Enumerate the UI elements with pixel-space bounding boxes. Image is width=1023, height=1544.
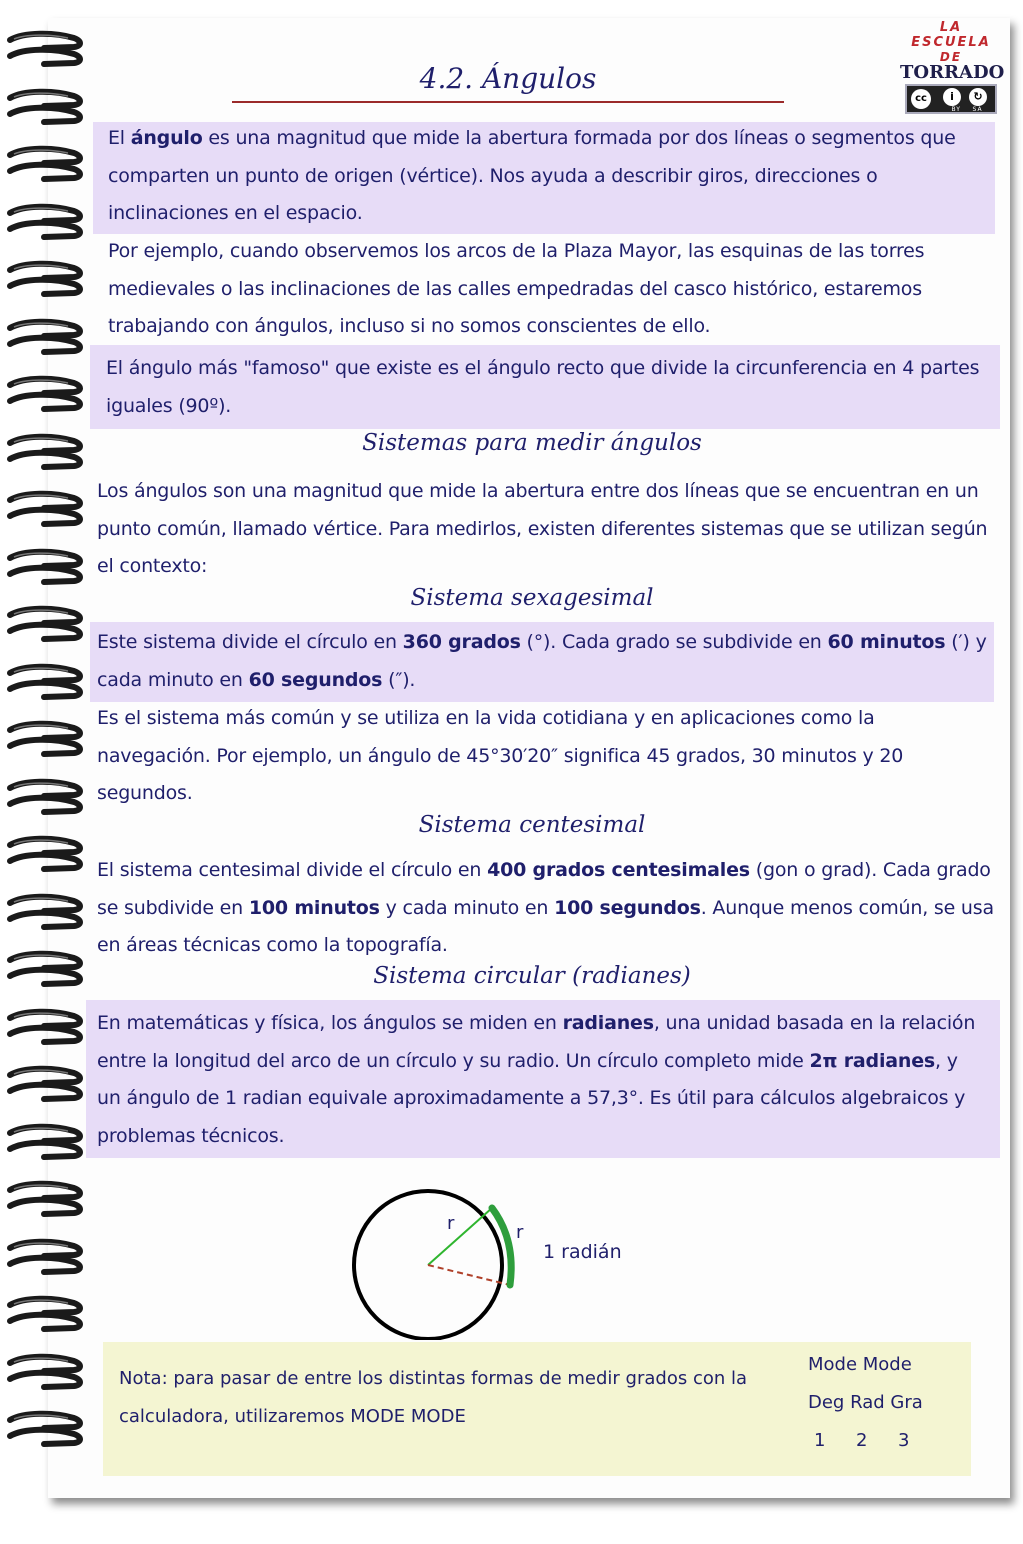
spiral-ring	[4, 203, 84, 241]
spiral-ring	[4, 605, 84, 643]
spiral-ring	[4, 1123, 84, 1161]
spiral-ring	[4, 548, 84, 586]
spiral-ring	[4, 490, 84, 528]
note-text: Nota: para pasar de entre los distintas formas de medir grados con la calculadora, utilizaremos MODE MODE	[119, 1368, 748, 1427]
circular-paragraph: En matemáticas y física, los ángulos se miden en radianes, una unidad basada en la relación entre la longitud del arco de un círculo y su radio. Un círculo completo mide 2π radianes, y un ángulo de 1 radian equivale aproximadamente a 57,3°. Es útil para cálculos algebraicos y problemas técnicos.	[97, 1012, 976, 1147]
logo-line-1: LA ESCUELA	[911, 20, 991, 50]
sexagesimal-paragraph-2: Es el sistema más común y se utiliza en la vida cotidiana y en aplicaciones como la navegación. Por ejemplo, un ángulo de 45°30′20″ significa 45 grados, 30 minutos y 20 segundos.	[97, 707, 904, 804]
spiral-ring	[4, 1353, 84, 1391]
intro-paragraph-1: El ángulo es una magnitud que mide la abertura formada por dos líneas o segmentos que comparten un punto de origen (vértice). Nos ayuda a describir giros, direcciones o inclinaciones en el espacio.	[108, 127, 956, 224]
spiral-ring	[4, 778, 84, 816]
notebook-spiral	[0, 30, 88, 1490]
calculator-mode-table	[808, 1346, 958, 1460]
dashed-radius-line	[428, 1265, 510, 1285]
spiral-ring	[4, 1180, 84, 1218]
mode-title: Mode Mode	[808, 1354, 912, 1375]
mode-labels: Deg Rad Gra	[808, 1392, 923, 1413]
spiral-ring	[4, 1410, 84, 1448]
radius-line	[428, 1208, 492, 1265]
spiral-ring	[4, 1238, 84, 1276]
spiral-ring	[4, 433, 84, 471]
spiral-ring	[4, 30, 84, 68]
page-title: 4.2. Ángulos	[419, 62, 597, 95]
school-logo	[900, 20, 1005, 116]
spiral-ring	[4, 375, 84, 413]
spiral-ring	[4, 260, 84, 298]
section-title-centesimal: Sistema centesimal	[418, 812, 646, 838]
radian-diagram	[340, 1180, 660, 1340]
spiral-ring	[4, 663, 84, 701]
title-underline	[232, 101, 784, 103]
share-alike-icon: ↻	[969, 88, 987, 106]
creative-commons-badge	[905, 84, 997, 114]
radius-label: r	[447, 1213, 455, 1234]
spiral-ring	[4, 1008, 84, 1046]
centesimal-paragraph: El sistema centesimal divide el círculo en 400 grados centesimales (gon o grad). Cada grado se subdivide en 100 minutos y cada minuto en 100 segundos. Aunque menos común, se usa en áreas técnicas como la topografía.	[97, 859, 994, 956]
spiral-ring	[4, 835, 84, 873]
section-title-circular: Sistema circular (radianes)	[373, 963, 691, 989]
spiral-ring	[4, 145, 84, 183]
spiral-ring	[4, 950, 84, 988]
spiral-ring	[4, 88, 84, 126]
cc-tags: BY SA	[951, 106, 983, 113]
angle-label: 1 radián	[543, 1241, 622, 1263]
mode-numbers	[808, 1422, 958, 1460]
intro-paragraph-3: El ángulo más "famoso" que existe es el ángulo recto que divide la circunferencia en 4 partes iguales (90º).	[106, 357, 980, 417]
spiral-ring	[4, 893, 84, 931]
arc-label: r	[516, 1222, 524, 1243]
section-title-sexagesimal: Sistema sexagesimal	[410, 585, 654, 611]
sistemas-paragraph: Los ángulos son una magnitud que mide la abertura entre dos líneas que se encuentran en un punto común, llamado vértice. Para medirlos, existen diferentes sistemas que se utilizan según el contexto:	[97, 480, 988, 577]
attribution-icon: i	[943, 88, 961, 106]
logo-line-2: DE	[939, 50, 963, 64]
mode-number-2: 2	[856, 1430, 868, 1451]
section-title-sistemas: Sistemas para medir ángulos	[362, 430, 702, 456]
cc-icon: cc	[911, 89, 931, 109]
mode-number-3: 3	[898, 1430, 910, 1451]
intro-paragraph-2: Por ejemplo, cuando observemos los arcos de la Plaza Mayor, las esquinas de las torres medievales o las inclinaciones de las calles empedradas del casco histórico, estaremos trabajando con ángulos, incluso si no somos conscientes de ello.	[108, 240, 925, 337]
spiral-ring	[4, 1065, 84, 1103]
spiral-ring	[4, 1295, 84, 1333]
sexagesimal-paragraph-1: Este sistema divide el círculo en 360 grados (°). Cada grado se subdivide en 60 minutos (′) y cada minuto en 60 segundos (″).	[97, 631, 987, 691]
spiral-ring	[4, 720, 84, 758]
spiral-ring	[4, 318, 84, 356]
mode-number-1: 1	[814, 1430, 826, 1451]
logo-line-3: TORRADO	[900, 62, 1005, 83]
